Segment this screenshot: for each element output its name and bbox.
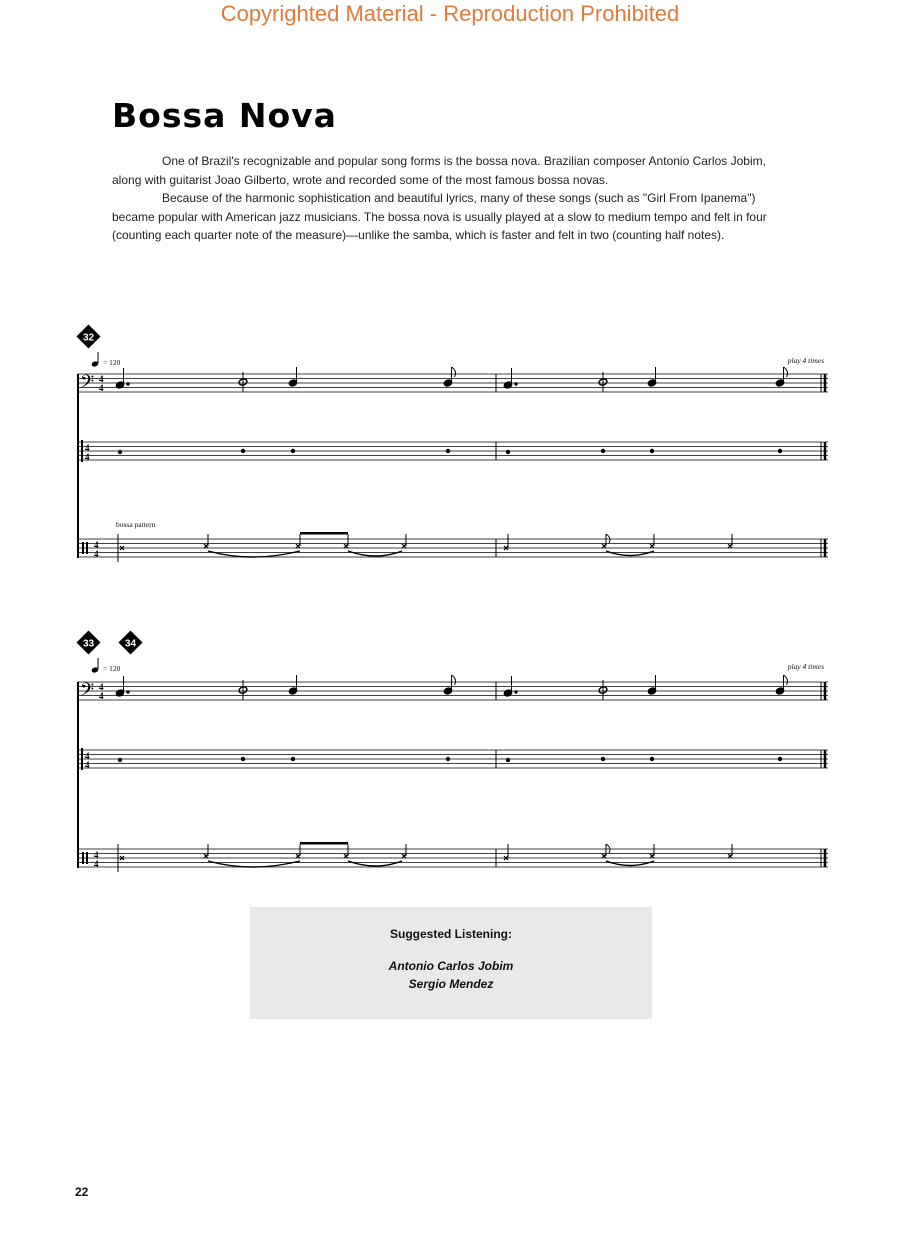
bass-notes — [115, 367, 787, 392]
repeat-instruction: play 4 times — [787, 356, 824, 365]
notation-svg — [72, 322, 842, 567]
time-signature-bottom: 4 — [94, 859, 99, 869]
bass-notes — [115, 675, 787, 700]
time-signature-top: 4 — [94, 850, 99, 860]
artist-list — [250, 957, 652, 993]
intro-paragraph: One of Brazil's recognizable and popular song forms is the bossa nova. Brazilian composer Antonio Carlos Jobim, along with guitarist Joao Gilberto, wrote and recorded some of the most famous bossa novas. — [112, 154, 766, 187]
copyright-watermark: Copyrighted Material - Reproduction Prohibited — [220, 1, 680, 26]
music-example-1 — [72, 322, 842, 567]
percussion-staff — [78, 849, 828, 867]
track-number: 32 — [82, 332, 95, 344]
intro-text — [112, 152, 784, 245]
page-number: 22 — [75, 1185, 89, 1199]
time-signature-bottom: 4 — [85, 452, 90, 462]
repeat-instruction: play 4 times — [787, 662, 824, 671]
intro-paragraph: Because of the harmonic sophistication and beautiful lyrics, many of these songs (such as "Girl From Ipanema") became popular with American jazz musicians. The bossa nova is usually played at a slow to medium tempo and felt in four (counting each quarter note of the measure)—unlike the samba, which is faster and felt in two (counting half notes). — [112, 191, 767, 242]
tempo-marking — [91, 352, 121, 368]
bass-clef-icon: 𝄢 — [80, 372, 95, 397]
time-signature-top: 4 — [99, 374, 104, 384]
suggested-listening-box — [250, 907, 652, 1019]
notation-svg — [72, 628, 842, 878]
percussion-staff — [78, 539, 828, 557]
artist-name: Antonio Carlos Jobim — [388, 959, 514, 973]
suggested-listening-heading: Suggested Listening: — [389, 927, 512, 941]
time-signature-bottom: 4 — [94, 549, 99, 559]
time-signature-top: 4 — [94, 540, 99, 550]
bass-staff — [78, 374, 828, 392]
tempo-text: = 120 — [103, 358, 121, 367]
time-signature-bottom: 4 — [99, 691, 104, 701]
bass-clef-icon: 𝄢 — [80, 680, 95, 705]
rhythm-staff — [78, 748, 828, 770]
time-signature-bottom: 4 — [85, 760, 90, 770]
track-icon — [76, 324, 100, 348]
artist-name: Sergio Mendez — [408, 977, 494, 991]
bossa-pattern-notes — [118, 532, 732, 562]
time-signature-bottom: 4 — [99, 383, 104, 393]
track-number: 34 — [124, 638, 137, 650]
rhythm-marks — [118, 757, 782, 762]
track-number: 33 — [82, 638, 95, 650]
tempo-marking — [91, 658, 121, 674]
track-icon — [76, 630, 100, 654]
time-signature-top: 4 — [85, 443, 90, 453]
bass-staff — [78, 682, 828, 700]
music-example-2 — [72, 628, 842, 878]
time-signature-top: 4 — [85, 751, 90, 761]
track-icon — [118, 630, 142, 654]
rhythm-staff — [78, 440, 828, 462]
pattern-label: bossa pattern — [116, 520, 156, 529]
tempo-text: = 120 — [103, 664, 121, 673]
rhythm-marks — [118, 449, 782, 454]
time-signature-top: 4 — [99, 682, 104, 692]
page-title: Bossa Nova — [112, 96, 337, 135]
bossa-pattern-notes — [118, 842, 732, 872]
